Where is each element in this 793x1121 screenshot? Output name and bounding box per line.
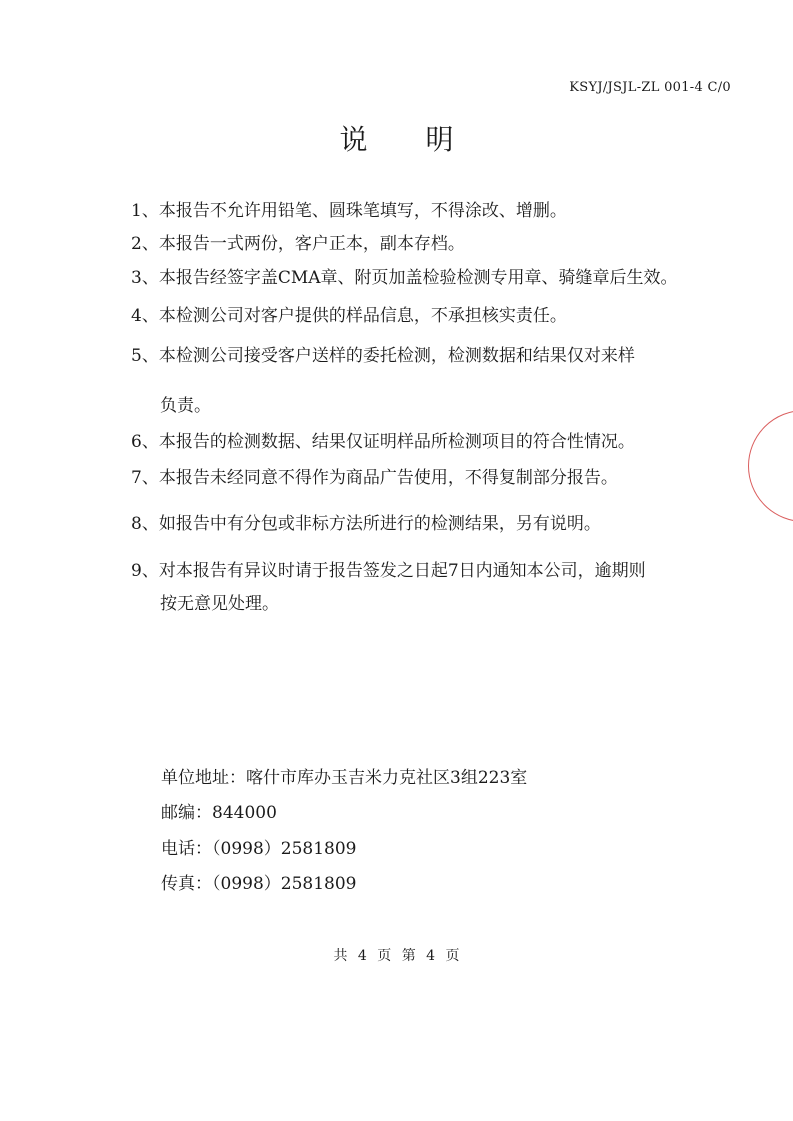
clause-4: 4、本检测公司对客户提供的样品信息，不承担核实责任。 xyxy=(131,306,567,326)
clause-7: 7、本报告未经同意不得作为商品广告使用，不得复制部分报告。 xyxy=(131,468,618,488)
contact-address: 单位地址：喀什市库办玉吉米力克社区3组223室 xyxy=(161,768,528,788)
contact-phone: 电话：（0998）2581809 xyxy=(161,839,357,859)
contact-postcode: 邮编：844000 xyxy=(161,803,277,823)
clause-1: 1、本报告不允许用铅笔、圆珠笔填写，不得涂改、增删。 xyxy=(131,201,567,221)
clause-2: 2、本报告一式两份，客户正本，副本存档。 xyxy=(131,234,465,254)
clause-9-continued: 按无意见处理。 xyxy=(160,594,279,614)
document-code: KSYJ/JSJL-ZL 001-4 C/0 xyxy=(569,80,731,95)
clause-6: 6、本报告的检测数据、结果仅证明样品所检测项目的符合性情况。 xyxy=(131,432,635,452)
page-count: 共 4 页 第 4 页 xyxy=(333,948,460,964)
red-seal-stamp xyxy=(748,410,793,522)
clause-5-continued: 负责。 xyxy=(160,396,211,416)
clause-5: 5、本检测公司接受客户送样的委托检测，检测数据和结果仅对来样 xyxy=(131,346,635,366)
contact-fax: 传真：（0998）2581809 xyxy=(161,874,357,894)
clause-3: 3、本报告经签字盖CMA章、附页加盖检验检测专用章、骑缝章后生效。 xyxy=(131,268,678,288)
page-title: 说明 xyxy=(339,123,512,156)
clause-9: 9、对本报告有异议时请于报告签发之日起7日内通知本公司，逾期则 xyxy=(131,561,646,581)
clause-8: 8、如报告中有分包或非标方法所进行的检测结果，另有说明。 xyxy=(131,514,601,534)
